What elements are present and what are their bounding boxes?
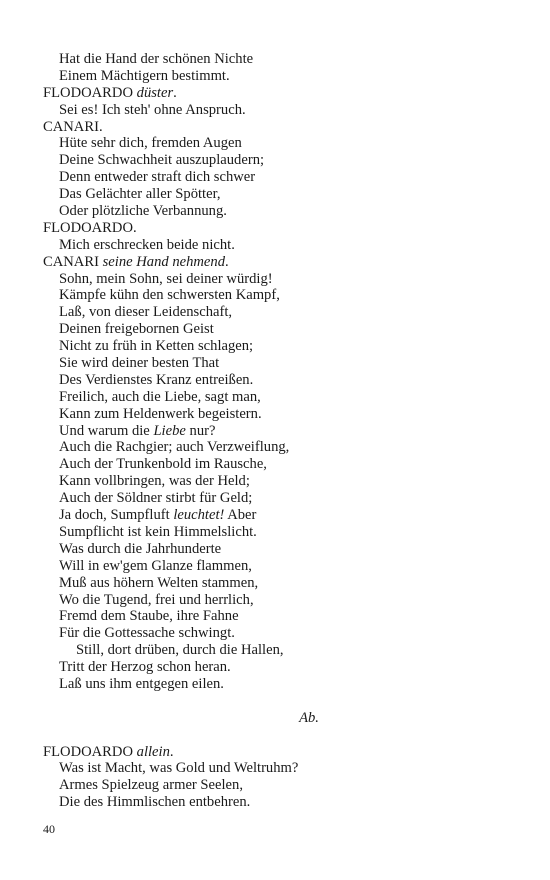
verse-text: nur?	[185, 422, 216, 439]
speaker-name: CANARI	[43, 253, 99, 270]
verse-line: Armes Spielzeug armer Seelen,	[59, 777, 243, 794]
verse-line: Tritt der Herzog schon heran.	[59, 659, 231, 676]
verse-line: Auch der Söldner stirbt für Geld;	[59, 490, 253, 507]
stage-direction: allein	[136, 743, 170, 760]
verse-line	[43, 423, 513, 440]
verse-line: Sumpflicht ist kein Himmelslicht.	[59, 523, 257, 540]
drama-text	[43, 51, 513, 811]
speaker-name: FLODOARDO	[43, 84, 133, 101]
verse-line: Für die Gottessache schwingt.	[59, 625, 235, 642]
verse-line: Einem Mächtigern bestimmt.	[59, 67, 230, 84]
verse-line: Die des Himmlischen entbehren.	[59, 794, 251, 811]
verse-line: Des Verdienstes Kranz entreißen.	[59, 371, 254, 388]
verse-line: Oder plötzliche Verbannung.	[59, 203, 227, 220]
verse-line	[43, 507, 513, 524]
stage-direction: seine Hand nehmend	[102, 253, 226, 270]
page-number: 40	[43, 822, 55, 836]
verse-line: Will in ew'gem Glanze flammen,	[59, 557, 252, 574]
verse-text: Und warum die	[59, 422, 154, 439]
verse-line: Sohn, mein Sohn, sei deiner würdig!	[59, 270, 273, 287]
verse-line: Sie wird deiner besten That	[59, 355, 220, 372]
verse-line: Sei es! Ich steh' ohne Anspruch.	[59, 101, 246, 118]
verse-line: Deine Schwachheit auszuplaudern;	[59, 152, 265, 169]
verse-line: Was durch die Jahrhunderte	[59, 540, 222, 557]
verse-line: Laß uns ihm entgegen eilen.	[59, 675, 224, 692]
blank-line	[43, 727, 513, 744]
verse-line: Kann vollbringen, was der Held;	[59, 473, 250, 490]
blank-line	[43, 693, 513, 710]
verse-line: Mich erschrecken beide nicht.	[59, 236, 235, 253]
speaker-punctuation: .	[225, 253, 229, 270]
verse-line: Deinen freigebornen Geist	[59, 321, 214, 338]
verse-line: Fremd dem Staube, ihre Fahne	[59, 608, 239, 625]
emphasis-text: Liebe	[153, 422, 186, 439]
verse-line: Auch der Trunkenbold im Rausche,	[59, 456, 267, 473]
verse-line: Das Gelächter aller Spötter,	[59, 186, 221, 203]
verse-line: Kämpfe kühn den schwersten Kampf,	[59, 287, 280, 304]
speaker-heading	[43, 254, 513, 271]
stage-direction: düster	[136, 84, 174, 101]
speaker-heading	[43, 119, 513, 136]
speaker-punctuation: .	[173, 84, 177, 101]
emphasis-text: leuchtet!	[173, 507, 225, 524]
verse-text: Aber	[224, 507, 257, 524]
verse-line: Still, dort drüben, durch die Hallen,	[76, 642, 284, 659]
speaker-heading	[43, 220, 513, 237]
verse-line: Laß, von dieser Leidenschaft,	[59, 304, 233, 321]
speaker-name: FLODOARDO.	[43, 219, 137, 236]
verse-line: Kann zum Heldenwerk begeistern.	[59, 405, 262, 422]
verse-line: Was ist Macht, was Gold und Weltruhm?	[59, 760, 299, 777]
verse-line: Hüte sehr dich, fremden Augen	[59, 135, 242, 152]
speaker-punctuation: .	[169, 743, 174, 760]
verse-line: Nicht zu früh in Ketten schlagen;	[59, 338, 254, 355]
verse-line: Freilich, auch die Liebe, sagt man,	[59, 388, 261, 405]
speaker-name: CANARI.	[43, 118, 103, 135]
speaker-name: FLODOARDO	[43, 743, 133, 760]
verse-line: Muß aus höhern Welten stammen,	[59, 574, 259, 591]
verse-line: Denn entweder straft dich schwer	[59, 169, 256, 186]
verse-line: Wo die Tugend, frei und herrlich,	[59, 591, 254, 608]
verse-line: Auch die Rachgier; auch Verzweiflung,	[59, 439, 290, 456]
verse-text: Ja doch, Sumpfluft	[59, 507, 174, 524]
speaker-heading	[43, 85, 513, 102]
stage-direction-exit: Ab.	[299, 709, 319, 726]
speaker-heading	[43, 744, 513, 761]
verse-line: Hat die Hand der schönen Nichte	[59, 51, 254, 67]
